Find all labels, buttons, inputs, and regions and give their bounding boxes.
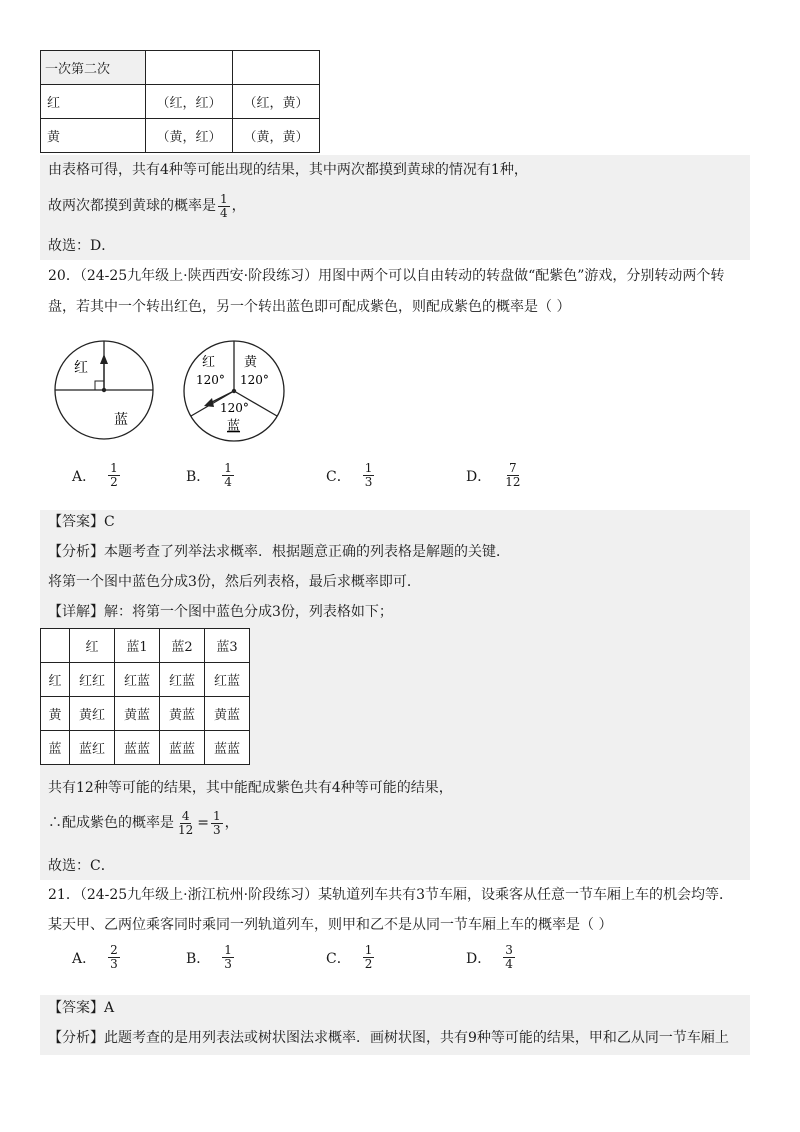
solution-20-line1: 共有12种等可能的结果，其中能配成紫色共有4种等可能的结果， — [48, 780, 453, 796]
table-header-cell — [146, 51, 233, 85]
table-cell: 红蓝 — [115, 663, 160, 697]
solution-19-line2: 故两次都摸到黄球的概率是 $\frac{1}{4}$ ， — [48, 191, 246, 220]
solution-20-analysis: 【分析】本题考查了列举法求概率．根据题意正确的列表格是解题的关键． — [48, 544, 510, 560]
spinner-2-blue-label: 蓝 — [227, 419, 241, 434]
solution-19-line1: 由表格可得，共有4种等可能出现的结果，其中两次都摸到黄球的情况有1种， — [48, 162, 528, 178]
fraction: $\frac{1}{3}$ — [364, 461, 373, 489]
table-cell: 蓝红 — [70, 731, 115, 765]
spinner-2-figure — [180, 338, 290, 448]
table-cell: 蓝蓝 — [205, 731, 250, 765]
table-header-cell — [41, 629, 70, 663]
table-cell: 红蓝 — [205, 663, 250, 697]
table-header-cell: 一次第二次 — [41, 51, 146, 85]
option-c[interactable]: C． $\frac{1}{2}$ — [326, 943, 373, 971]
question-20-line1: 20．（24-25九年级上·陕西西安·阶段练习）用图中两个可以自由转动的转盘做“配紫色”游戏，分别转动两个转 — [48, 268, 725, 284]
question-21-line2: 某天甲、乙两位乘客同时乘同一列轨道列车，则甲和乙不是从同一节车厢上车的概率是（ ） — [48, 917, 613, 933]
spinner-2-red-angle: 120° — [196, 373, 225, 387]
spinner-2-red-label: 红 — [202, 355, 216, 370]
fraction: $\frac{1}{4}$ — [224, 461, 232, 489]
table-cell: 红蓝 — [160, 663, 205, 697]
table-cell: 红 — [41, 85, 146, 119]
solution-20-analysis2: 将第一个图中蓝色分成3份，然后列表格，最后求概率即可． — [48, 574, 421, 590]
option-d[interactable]: D． $\frac{7}{12}$ — [466, 461, 521, 489]
fraction: $\frac{1}{2}$ — [110, 461, 118, 489]
solution-20-line2: ∴配成紫色的概率是 $\frac{4}{12}$ = $\frac{1}{3}$ ， — [48, 808, 239, 837]
table-cell: 黄蓝 — [115, 697, 160, 731]
table-cell: 黄蓝 — [160, 697, 205, 731]
table-cell: 黄红 — [70, 697, 115, 731]
fraction: $\frac{3}{4}$ — [505, 943, 513, 971]
table-cell: 蓝蓝 — [160, 731, 205, 765]
fraction: $\frac{2}{3}$ — [110, 943, 118, 971]
option-c[interactable]: C． $\frac{1}{3}$ — [326, 461, 373, 489]
outcome-table-19 — [40, 50, 320, 153]
table-header-cell — [233, 51, 320, 85]
table-cell: 黄 — [41, 119, 146, 153]
option-a[interactable]: A． $\frac{1}{2}$ — [72, 461, 118, 489]
table-cell: （黄，黄） — [233, 119, 320, 153]
solution-20-answer: 【答案】C — [48, 514, 115, 530]
table-cell: 黄 — [41, 697, 70, 731]
solution-19-choice: 故选：D． — [48, 238, 116, 254]
table-cell: （红，黄） — [233, 85, 320, 119]
spinner-2-yellow-angle: 120° — [240, 373, 269, 387]
spinner-1-blue-label: 蓝 — [114, 412, 128, 428]
spinner-2-yellow-label: 黄 — [244, 355, 258, 370]
fraction: $\frac{1}{2}$ — [364, 943, 373, 971]
table-header-cell: 蓝1 — [115, 629, 160, 663]
table-cell: 红红 — [70, 663, 115, 697]
table-cell: （黄，红） — [146, 119, 233, 153]
option-d[interactable]: D． $\frac{3}{4}$ — [466, 943, 513, 971]
spinner-2-blue-angle: 120° — [220, 401, 249, 415]
table-cell: 黄蓝 — [205, 697, 250, 731]
spinner-1-figure — [50, 338, 160, 448]
solution-19-text: 故两次都摸到黄球的概率是 — [48, 198, 216, 214]
solution-20-detail: 【详解】解：将第一个图中蓝色分成3份，列表格如下； — [48, 604, 393, 620]
table-header-cell: 蓝3 — [205, 629, 250, 663]
option-b[interactable]: B． $\frac{1}{3}$ — [186, 943, 232, 971]
fraction: $\frac{4}{12}$ — [178, 808, 194, 837]
table-header-cell: 蓝2 — [160, 629, 205, 663]
table-cell: 红 — [41, 663, 70, 697]
spinner-1-red-label: 红 — [74, 360, 88, 376]
solution-20-choice: 故选：C． — [48, 858, 115, 874]
option-b[interactable]: B． $\frac{1}{4}$ — [186, 461, 232, 489]
table-cell: （红，红） — [146, 85, 233, 119]
fraction: $\frac{1}{4}$ — [220, 191, 228, 220]
fraction: $\frac{7}{12}$ — [505, 461, 521, 489]
table-cell: 蓝蓝 — [115, 731, 160, 765]
solution-21-analysis: 【分析】此题考查的是用列表法或树状图法求概率．画树状图，共有9种等可能的结果，甲和乙从同一节车厢上 — [48, 1030, 729, 1046]
fraction: $\frac{1}{3}$ — [224, 943, 232, 971]
solution-21-answer: 【答案】A — [48, 1000, 115, 1016]
table-header-cell: 红 — [70, 629, 115, 663]
outcome-table-20 — [40, 628, 250, 765]
option-a[interactable]: A． $\frac{2}{3}$ — [72, 943, 118, 971]
table-cell: 蓝 — [41, 731, 70, 765]
question-20-line2: 盘，若其中一个转出红色，另一个转出蓝色即可配成紫色，则配成紫色的概率是（ ） — [48, 299, 571, 315]
question-21-line1: 21．（24-25九年级上·浙江杭州·阶段练习）某轨道列车共有3节车厢，设乘客从任意一节车厢上车的机会均等． — [48, 887, 733, 903]
fraction: $\frac{1}{3}$ — [213, 808, 221, 837]
